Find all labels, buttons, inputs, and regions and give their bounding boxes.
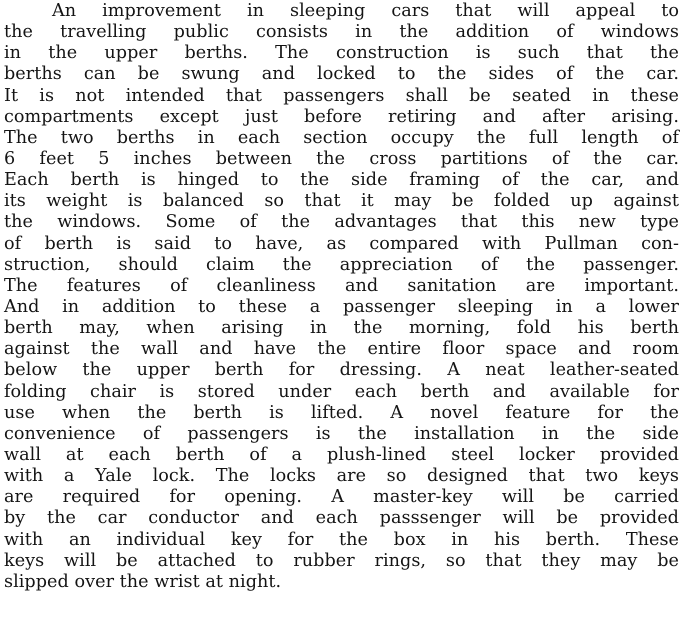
text-line: berths can be swung and locked to the sides of the car.: [4, 64, 679, 85]
text-line: the travelling public consists in the addition of windows: [4, 22, 679, 43]
text-line: folding chair is stored under each berth and available for: [4, 381, 679, 402]
text-line: struction, should claim the appreciation of the passenger.: [4, 254, 679, 275]
text-line: An improvement in sleeping cars that will appeal to: [52, 1, 679, 21]
text-line: keys will be attached to rubber rings, so that they may be: [4, 550, 679, 571]
text-line: The two berths in each section occupy the full length of: [4, 127, 679, 148]
text-line: below the upper berth for dressing. A neat leather-seated: [4, 360, 679, 381]
text-line: wall at each berth of a plush-lined steel locker provided: [4, 444, 679, 465]
text-line: its weight is balanced so that it may be folded up against: [4, 191, 679, 212]
text-line: are required for opening. A master-key will be carried: [4, 487, 679, 508]
text-line: The features of cleanliness and sanitation are important.: [4, 275, 679, 296]
text-line: the windows. Some of the advantages that this new type: [4, 212, 679, 233]
text-line: berth may, when arising in the morning, fold his berth: [4, 318, 679, 339]
text-line: Each berth is hinged to the side framing of the car, and: [4, 170, 679, 191]
article-paragraph: [4, 1, 679, 593]
text-line: with a Yale lock. The locks are so designed that two keys: [4, 466, 679, 487]
text-line: slipped over the wrist at night.: [4, 571, 282, 592]
text-line: of berth is said to have, as compared with Pullman con-: [4, 233, 679, 254]
text-line: compartments except just before retiring and after arising.: [4, 106, 679, 127]
text-line: And in addition to these a passenger sleeping in a lower: [4, 296, 679, 317]
text-line: by the car conductor and each passsenger will be provided: [4, 508, 679, 529]
text-line: with an individual key for the box in his berth. These: [4, 529, 679, 550]
text-line: against the wall and have the entire floor space and room: [4, 339, 679, 360]
text-line: convenience of passengers is the installation in the side: [4, 423, 679, 444]
text-line: in the upper berths. The construction is such that the: [4, 43, 679, 64]
text-line: It is not intended that passengers shall be seated in these: [4, 85, 679, 106]
text-line: use when the berth is lifted. A novel feature for the: [4, 402, 679, 423]
text-line: 6 feet 5 inches between the cross partitions of the car.: [4, 148, 679, 169]
